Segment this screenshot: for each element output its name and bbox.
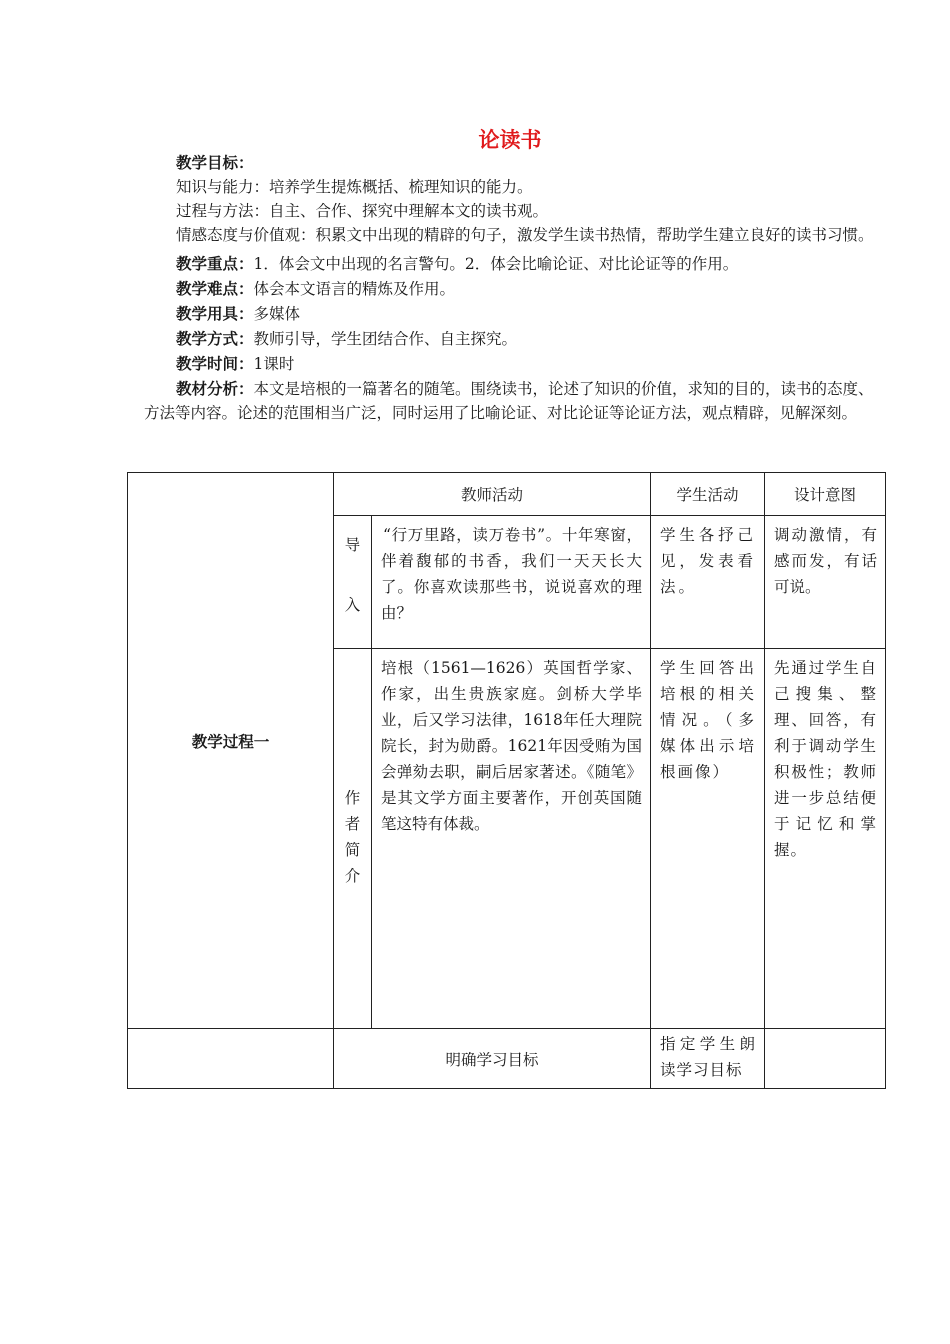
table-header-row: [128, 473, 886, 516]
key-points-value: 1．体会文中出现的名言警句。2．体会比喻论证、对比论证等的作用。: [253, 255, 739, 273]
tools-label: 教学用具：: [176, 305, 254, 323]
stage-char: 简: [344, 841, 361, 859]
header-teacher: 教师活动: [334, 473, 651, 516]
objective-knowledge: 知识与能力：培养学生提炼概括、梳理知识的能力。: [176, 178, 533, 196]
teacher-activity: “行万里路，读万卷书”。十年寒窗，伴着馥郁的书香，我们一天天长大了。你喜欢读那些书，说说喜欢的理由？: [372, 516, 651, 649]
stage-intro: [334, 516, 372, 649]
time-label: 教学时间：: [176, 355, 254, 373]
stage-author: [334, 649, 372, 1029]
teaching-method: [144, 327, 878, 351]
header-design: 设计意图: [765, 473, 886, 516]
stage-char: 者: [344, 815, 361, 833]
analysis-label: 教材分析：: [176, 380, 254, 398]
method-value: 教师引导，学生团结合作、自主探究。: [253, 330, 518, 348]
teaching-time: [144, 352, 878, 376]
stage-char: 导: [344, 536, 361, 554]
stage-char: 介: [344, 867, 361, 885]
material-analysis: [144, 377, 878, 425]
difficulties-label: 教学难点：: [176, 280, 254, 298]
header-student: 学生活动: [651, 473, 765, 516]
time-value: 1课时: [253, 355, 295, 373]
key-points-label: 教学重点：: [176, 255, 254, 273]
tools: [144, 302, 878, 326]
process-label: 教学过程一: [128, 473, 334, 1029]
analysis-value: 本文是培根的一篇著名的随笔。围绕读书，论述了知识的价值，求知的目的，读书的态度、方法等内容。论述的范围相当广泛，同时运用了比喻论证、对比论证等论证方法，观点精辟，见解深刻。: [144, 380, 874, 422]
lesson-info: [144, 151, 878, 425]
student-activity: 指定学生朗读学习目标: [651, 1029, 765, 1089]
objective-process: 过程与方法：自主、合作、探究中理解本文的读书观。: [176, 202, 549, 220]
student-activity: 学生各抒己见，发表看法。: [651, 516, 765, 649]
design-intent: 先通过学生自己搜集、整理、回答，有利于调动学生积极性；教师进一步总结便于记忆和掌握。: [765, 649, 886, 1029]
table-row: [128, 1029, 886, 1089]
design-intent: 调动激情，有感而发，有话可说。: [765, 516, 886, 649]
teacher-activity: 明确学习目标: [334, 1029, 651, 1089]
method-label: 教学方式：: [176, 330, 254, 348]
empty-cell: [128, 1029, 334, 1089]
difficulties-value: 体会本文语言的精炼及作用。: [253, 280, 456, 298]
student-activity: 学生回答出培根的相关情况。（多媒体出示培根画像）: [651, 649, 765, 1029]
teacher-activity: 培根（1561—1626）英国哲学家、作家，出生贵族家庭。剑桥大学毕业，后又学习法律，1618年任大理院院长，封为勋爵。1621年因受贿为国会弹劾去职，嗣后居家著述。《随笔》是其文学方面主要著作，开创英国随笔这特有体裁。: [372, 649, 651, 1029]
tools-value: 多媒体: [253, 305, 301, 323]
page-title: 论读书: [478, 128, 542, 152]
stage-char: 入: [344, 596, 361, 614]
key-points: [144, 252, 878, 276]
difficulties: [144, 277, 878, 301]
lesson-plan-table: [127, 472, 886, 1089]
stage-char: 作: [344, 789, 361, 807]
objective-emotion: 情感态度与价值观：积累文中出现的精辟的句子，激发学生读书热情，帮助学生建立良好的读书习惯。: [176, 226, 874, 244]
objectives-heading: 教学目标：: [176, 154, 254, 172]
design-intent: [765, 1029, 886, 1089]
